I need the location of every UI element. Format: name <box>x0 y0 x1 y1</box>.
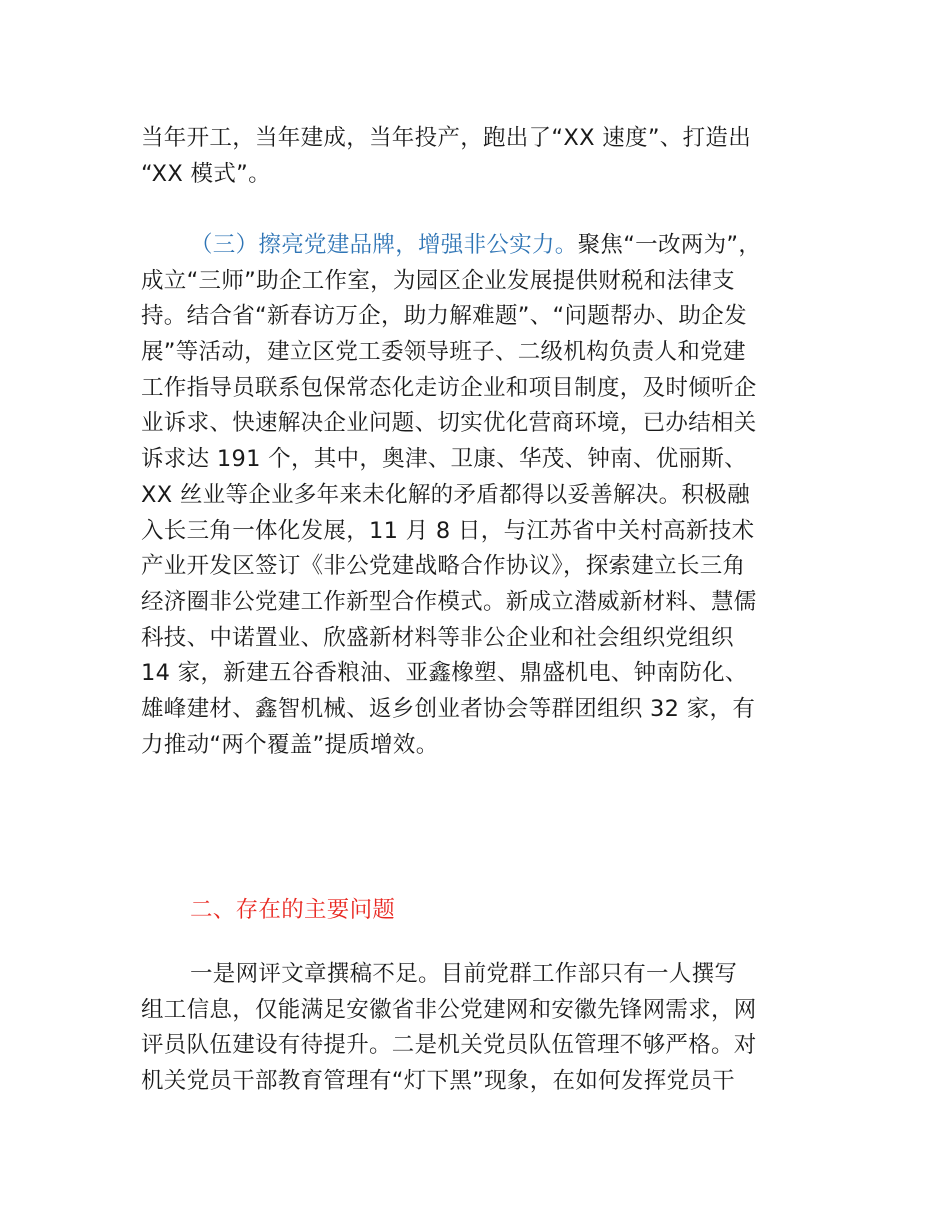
section-heading-problems <box>141 893 821 929</box>
text-line: “XX 模式”。 <box>141 160 271 187</box>
text-line: 成立“三师”助企工作室，为园区企业发展提供财税和法律支 <box>141 267 735 294</box>
text-line: 展”等活动，建立区党工委领导班子、二级机构负责人和党建 <box>141 339 746 366</box>
text-line: 经济圈非公党建工作新型合作模式。新成立潜威新材料、慧儒 <box>141 588 757 615</box>
paragraph-problems <box>141 957 821 1100</box>
text-line: 雄峰建材、鑫智机械、返乡创业者协会等群团组织 32 家，有 <box>141 695 756 722</box>
text-line: 入长三角一体化发展，11 月 8 日，与江苏省中关村高新技术 <box>141 517 755 544</box>
text-line: 评员队伍建设有待提升。二是机关党员队伍管理不够严格。对 <box>141 1032 757 1059</box>
text-line: 工作指导员联系包保常态化走访企业和项目制度，及时倾听企 <box>141 374 757 401</box>
text-line: 机关党员干部教育管理有“灯下黑”现象，在如何发挥党员干 <box>141 1068 735 1095</box>
text-line: 当年开工，当年建成，当年投产，跑出了“XX 速度”、打造出 <box>141 125 751 151</box>
text-line: 诉求达 191 个，其中，奥津、卫康、华茂、钟南、优丽斯、 <box>141 446 747 473</box>
text-line: 一是网评文章撰稿不足。目前党群工作部只有一人撰写 <box>190 961 738 987</box>
text-line: 力推动“两个覆盖”提质增效。 <box>141 731 439 758</box>
text-line: 持。结合省“新春访万企，助力解难题”、“问题帮办、助企发 <box>141 303 747 330</box>
text-line <box>141 228 821 264</box>
text-line: 科技、中诺置业、欣盛新材料等非公企业和社会组织党组织 <box>141 624 734 651</box>
text-line: XX 丝业等企业多年来未化解的矛盾都得以妥善解决。积极融 <box>141 481 750 508</box>
heading-text: 二、存在的主要问题 <box>190 897 396 923</box>
text-line: 产业开发区签订《非公党建战略合作协议》，探索建立长三角 <box>141 553 746 580</box>
text-line: 业诉求、快速解决企业问题、切实优化营商环境，已办结相关 <box>141 410 757 437</box>
paragraph-continuation <box>141 121 821 192</box>
paragraph-section-three <box>141 228 821 763</box>
text-run: 聚焦“一改两为”， <box>577 232 762 258</box>
section-heading: （三）擦亮党建品牌，增强非公实力。 <box>190 232 578 258</box>
text-line: 组工信息，仅能满足安徽省非公党建网和安徽先锋网需求，网 <box>141 996 757 1023</box>
text-line: 14 家，新建五谷香粮油、亚鑫橡塑、鼎盛机电、钟南防化、 <box>141 660 748 687</box>
